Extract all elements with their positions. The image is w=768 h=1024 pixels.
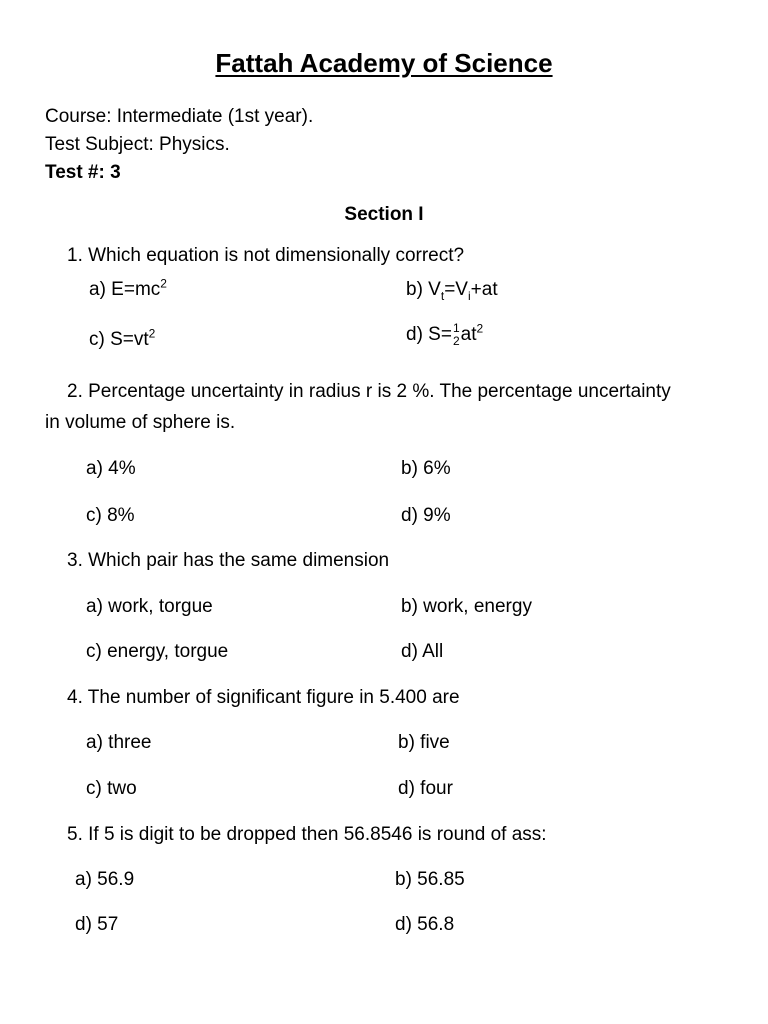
question-2-text-line2: in volume of sphere is. — [45, 412, 236, 433]
question-1-option-c: c) $S=vt^2$ — [89, 326, 156, 350]
question-3-option-b: b) work, energy — [401, 596, 532, 617]
question-5-option-d: d) 56.8 — [395, 914, 455, 935]
question-3-option-a: a) work, torgue — [86, 596, 213, 617]
test-number: Test #: 3 — [45, 162, 121, 183]
question-4-option-b: b) five — [398, 732, 450, 753]
question-3-option-c: c) energy, torgue — [86, 641, 229, 662]
question-5-option-b: b) 56.85 — [395, 869, 465, 890]
question-1-option-b: b) $V_t=V_i+at$ — [406, 279, 498, 303]
question-2-option-c: c) 8% — [86, 505, 135, 526]
section-title: Section I — [344, 204, 424, 225]
course-line: Course: Intermediate (1st year). — [45, 106, 314, 127]
question-2-option-a: a) 4% — [86, 458, 136, 479]
question-1-option-a: a) $E=mc^2$ — [89, 276, 167, 300]
question-2-option-b: b) 6% — [401, 458, 451, 479]
fraction-one-half: 1 2 — [452, 321, 460, 348]
question-2-text-line1: 2. Percentage uncertainty in radius r is 2 %. The percentage uncertainty — [67, 381, 671, 402]
question-4-text: 4. The number of significant figure in 5.400 are — [67, 687, 460, 708]
question-1-text: 1. Which equation is not dimensionally correct? — [67, 245, 465, 266]
question-4-option-c: c) two — [86, 778, 137, 799]
question-5-option-a: a) 56.9 — [75, 869, 135, 890]
question-3-text: 3. Which pair has the same dimension — [67, 550, 390, 571]
question-3-option-d: d) All — [401, 641, 444, 662]
question-5-text: 5. If 5 is digit to be dropped then 56.8546 is round of ass: — [67, 824, 547, 845]
question-2-option-d: d) 9% — [401, 505, 451, 526]
subject-line: Test Subject: Physics. — [45, 134, 230, 155]
question-5-option-c: d) 57 — [75, 914, 119, 935]
question-4-option-d: d) four — [398, 778, 453, 799]
question-1-option-d: d) S= 1 2 $at^2$ — [406, 321, 484, 348]
question-4-option-a: a) three — [86, 732, 152, 753]
page-title: Fattah Academy of Science — [215, 48, 553, 78]
